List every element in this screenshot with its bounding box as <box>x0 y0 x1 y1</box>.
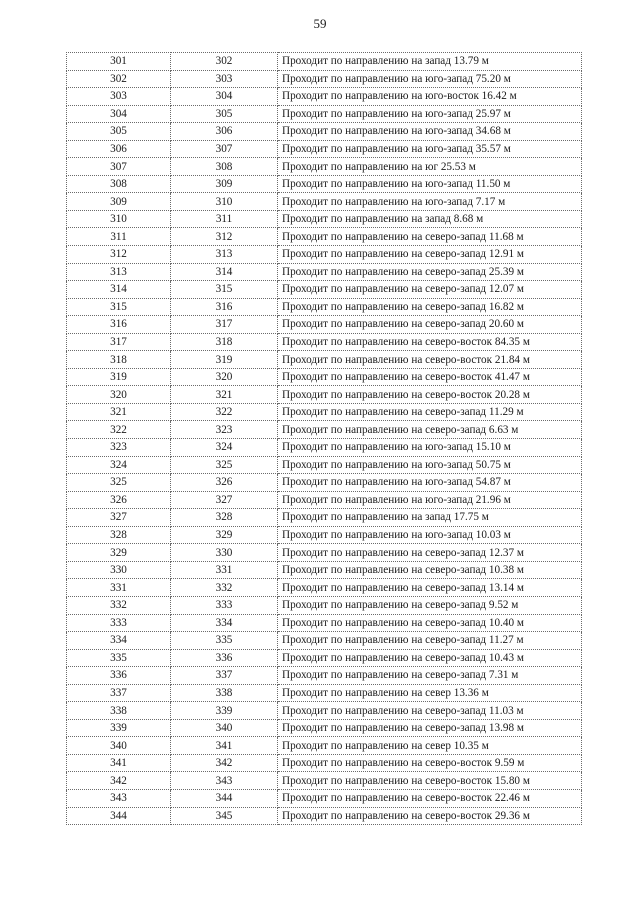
table-row <box>67 684 582 702</box>
to-point-cell: 334 <box>171 614 278 632</box>
table-row <box>67 789 582 807</box>
boundary-table <box>66 52 582 825</box>
description-cell: Проходит по направлению на северо-запад 10.38 м <box>278 561 582 579</box>
to-point-cell: 302 <box>171 53 278 71</box>
from-point-cell: 323 <box>67 439 171 457</box>
table-row <box>67 456 582 474</box>
table-row <box>67 210 582 228</box>
to-point-cell: 304 <box>171 88 278 106</box>
table-row <box>67 140 582 158</box>
from-point-cell: 337 <box>67 684 171 702</box>
table-row <box>67 53 582 71</box>
description-cell: Проходит по направлению на юго-запад 10.03 м <box>278 526 582 544</box>
description-cell: Проходит по направлению на юго-запад 35.57 м <box>278 140 582 158</box>
table-row <box>67 614 582 632</box>
description-cell: Проходит по направлению на северо-восток 22.46 м <box>278 789 582 807</box>
from-point-cell: 336 <box>67 667 171 685</box>
description-cell: Проходит по направлению на северо-запад 16.82 м <box>278 298 582 316</box>
description-cell: Проходит по направлению на запад 8.68 м <box>278 210 582 228</box>
table-row <box>67 754 582 772</box>
to-point-cell: 318 <box>171 333 278 351</box>
table-row <box>67 316 582 334</box>
to-point-cell: 341 <box>171 737 278 755</box>
description-cell: Проходит по направлению на северо-восток 84.35 м <box>278 333 582 351</box>
from-point-cell: 330 <box>67 561 171 579</box>
description-cell: Проходит по направлению на юго-восток 16.42 м <box>278 88 582 106</box>
to-point-cell: 345 <box>171 807 278 825</box>
to-point-cell: 322 <box>171 403 278 421</box>
table-row <box>67 632 582 650</box>
from-point-cell: 326 <box>67 491 171 509</box>
from-point-cell: 314 <box>67 281 171 299</box>
description-cell: Проходит по направлению на северо-запад 7.31 м <box>278 667 582 685</box>
to-point-cell: 337 <box>171 667 278 685</box>
to-point-cell: 321 <box>171 386 278 404</box>
table-row <box>67 333 582 351</box>
from-point-cell: 307 <box>67 158 171 176</box>
from-point-cell: 312 <box>67 246 171 264</box>
to-point-cell: 333 <box>171 596 278 614</box>
to-point-cell: 344 <box>171 789 278 807</box>
description-cell: Проходит по направлению на северо-запад 6.63 м <box>278 421 582 439</box>
from-point-cell: 329 <box>67 544 171 562</box>
to-point-cell: 303 <box>171 70 278 88</box>
description-cell: Проходит по направлению на северо-запад 11.68 м <box>278 228 582 246</box>
description-cell: Проходит по направлению на северо-запад 25.39 м <box>278 263 582 281</box>
description-cell: Проходит по направлению на юг 25.53 м <box>278 158 582 176</box>
description-cell: Проходит по направлению на северо-запад 13.14 м <box>278 579 582 597</box>
from-point-cell: 306 <box>67 140 171 158</box>
from-point-cell: 335 <box>67 649 171 667</box>
table-row <box>67 737 582 755</box>
table-row <box>67 368 582 386</box>
to-point-cell: 327 <box>171 491 278 509</box>
table-row <box>67 702 582 720</box>
to-point-cell: 314 <box>171 263 278 281</box>
to-point-cell: 308 <box>171 158 278 176</box>
from-point-cell: 331 <box>67 579 171 597</box>
description-cell: Проходит по направлению на северо-запад 10.40 м <box>278 614 582 632</box>
from-point-cell: 317 <box>67 333 171 351</box>
to-point-cell: 324 <box>171 439 278 457</box>
description-cell: Проходит по направлению на северо-запад 12.07 м <box>278 281 582 299</box>
to-point-cell: 332 <box>171 579 278 597</box>
from-point-cell: 328 <box>67 526 171 544</box>
from-point-cell: 338 <box>67 702 171 720</box>
table-row <box>67 123 582 141</box>
to-point-cell: 309 <box>171 175 278 193</box>
to-point-cell: 311 <box>171 210 278 228</box>
to-point-cell: 317 <box>171 316 278 334</box>
description-cell: Проходит по направлению на северо-запад 11.27 м <box>278 632 582 650</box>
description-cell: Проходит по направлению на запад 13.79 м <box>278 53 582 71</box>
table-row <box>67 772 582 790</box>
to-point-cell: 319 <box>171 351 278 369</box>
to-point-cell: 307 <box>171 140 278 158</box>
table-row <box>67 70 582 88</box>
to-point-cell: 339 <box>171 702 278 720</box>
from-point-cell: 318 <box>67 351 171 369</box>
table-row <box>67 298 582 316</box>
from-point-cell: 320 <box>67 386 171 404</box>
from-point-cell: 324 <box>67 456 171 474</box>
table-row <box>67 509 582 527</box>
description-cell: Проходит по направлению на юго-запад 7.17 м <box>278 193 582 211</box>
from-point-cell: 327 <box>67 509 171 527</box>
from-point-cell: 315 <box>67 298 171 316</box>
to-point-cell: 342 <box>171 754 278 772</box>
to-point-cell: 328 <box>171 509 278 527</box>
from-point-cell: 311 <box>67 228 171 246</box>
to-point-cell: 313 <box>171 246 278 264</box>
table-row <box>67 88 582 106</box>
from-point-cell: 316 <box>67 316 171 334</box>
table-row <box>67 105 582 123</box>
from-point-cell: 344 <box>67 807 171 825</box>
description-cell: Проходит по направлению на северо-запад 12.91 м <box>278 246 582 264</box>
description-cell: Проходит по направлению на юго-запад 50.75 м <box>278 456 582 474</box>
table-row <box>67 667 582 685</box>
to-point-cell: 329 <box>171 526 278 544</box>
description-cell: Проходит по направлению на юго-запад 75.20 м <box>278 70 582 88</box>
from-point-cell: 340 <box>67 737 171 755</box>
description-cell: Проходит по направлению на юго-запад 21.96 м <box>278 491 582 509</box>
description-cell: Проходит по направлению на северо-запад 12.37 м <box>278 544 582 562</box>
from-point-cell: 343 <box>67 789 171 807</box>
description-cell: Проходит по направлению на северо-восток 29.36 м <box>278 807 582 825</box>
table-row <box>67 807 582 825</box>
to-point-cell: 325 <box>171 456 278 474</box>
description-cell: Проходит по направлению на юго-запад 54.87 м <box>278 474 582 492</box>
to-point-cell: 305 <box>171 105 278 123</box>
table-row <box>67 526 582 544</box>
description-cell: Проходит по направлению на северо-запад 20.60 м <box>278 316 582 334</box>
to-point-cell: 330 <box>171 544 278 562</box>
description-cell: Проходит по направлению на запад 17.75 м <box>278 509 582 527</box>
to-point-cell: 323 <box>171 421 278 439</box>
to-point-cell: 336 <box>171 649 278 667</box>
page-number: 59 <box>313 16 327 31</box>
table-row <box>67 421 582 439</box>
table-row <box>67 386 582 404</box>
to-point-cell: 340 <box>171 719 278 737</box>
from-point-cell: 303 <box>67 88 171 106</box>
description-cell: Проходит по направлению на северо-восток 20.28 м <box>278 386 582 404</box>
boundary-table-body <box>67 53 582 825</box>
table-row <box>67 403 582 421</box>
table-row <box>67 596 582 614</box>
description-cell: Проходит по направлению на северо-запад 9.52 м <box>278 596 582 614</box>
from-point-cell: 341 <box>67 754 171 772</box>
to-point-cell: 312 <box>171 228 278 246</box>
table-row <box>67 579 582 597</box>
from-point-cell: 319 <box>67 368 171 386</box>
table-row <box>67 649 582 667</box>
description-cell: Проходит по направлению на северо-запад 13.98 м <box>278 719 582 737</box>
from-point-cell: 339 <box>67 719 171 737</box>
table-row <box>67 439 582 457</box>
to-point-cell: 343 <box>171 772 278 790</box>
table-row <box>67 228 582 246</box>
from-point-cell: 322 <box>67 421 171 439</box>
from-point-cell: 313 <box>67 263 171 281</box>
to-point-cell: 326 <box>171 474 278 492</box>
table-row <box>67 351 582 369</box>
description-cell: Проходит по направлению на северо-запад 11.29 м <box>278 403 582 421</box>
table-row <box>67 544 582 562</box>
from-point-cell: 332 <box>67 596 171 614</box>
description-cell: Проходит по направлению на юго-запад 34.68 м <box>278 123 582 141</box>
to-point-cell: 338 <box>171 684 278 702</box>
table-row <box>67 474 582 492</box>
description-cell: Проходит по направлению на юго-запад 15.10 м <box>278 439 582 457</box>
from-point-cell: 321 <box>67 403 171 421</box>
from-point-cell: 304 <box>67 105 171 123</box>
description-cell: Проходит по направлению на юго-запад 11.50 м <box>278 175 582 193</box>
to-point-cell: 306 <box>171 123 278 141</box>
table-row <box>67 175 582 193</box>
table-row <box>67 246 582 264</box>
to-point-cell: 320 <box>171 368 278 386</box>
table-row <box>67 158 582 176</box>
description-cell: Проходит по направлению на северо-восток 41.47 м <box>278 368 582 386</box>
from-point-cell: 310 <box>67 210 171 228</box>
from-point-cell: 325 <box>67 474 171 492</box>
table-row <box>67 561 582 579</box>
to-point-cell: 335 <box>171 632 278 650</box>
table-row <box>67 719 582 737</box>
description-cell: Проходит по направлению на северо-восток 15.80 м <box>278 772 582 790</box>
description-cell: Проходит по направлению на север 10.35 м <box>278 737 582 755</box>
from-point-cell: 302 <box>67 70 171 88</box>
table-row <box>67 263 582 281</box>
from-point-cell: 305 <box>67 123 171 141</box>
from-point-cell: 308 <box>67 175 171 193</box>
to-point-cell: 310 <box>171 193 278 211</box>
to-point-cell: 331 <box>171 561 278 579</box>
from-point-cell: 342 <box>67 772 171 790</box>
description-cell: Проходит по направлению на северо-запад 10.43 м <box>278 649 582 667</box>
description-cell: Проходит по направлению на северо-восток 21.84 м <box>278 351 582 369</box>
from-point-cell: 301 <box>67 53 171 71</box>
from-point-cell: 333 <box>67 614 171 632</box>
table-row <box>67 281 582 299</box>
description-cell: Проходит по направлению на северо-восток 9.59 м <box>278 754 582 772</box>
table-row <box>67 491 582 509</box>
description-cell: Проходит по направлению на северо-запад 11.03 м <box>278 702 582 720</box>
from-point-cell: 334 <box>67 632 171 650</box>
description-cell: Проходит по направлению на север 13.36 м <box>278 684 582 702</box>
table-row <box>67 193 582 211</box>
to-point-cell: 316 <box>171 298 278 316</box>
to-point-cell: 315 <box>171 281 278 299</box>
from-point-cell: 309 <box>67 193 171 211</box>
description-cell: Проходит по направлению на юго-запад 25.97 м <box>278 105 582 123</box>
